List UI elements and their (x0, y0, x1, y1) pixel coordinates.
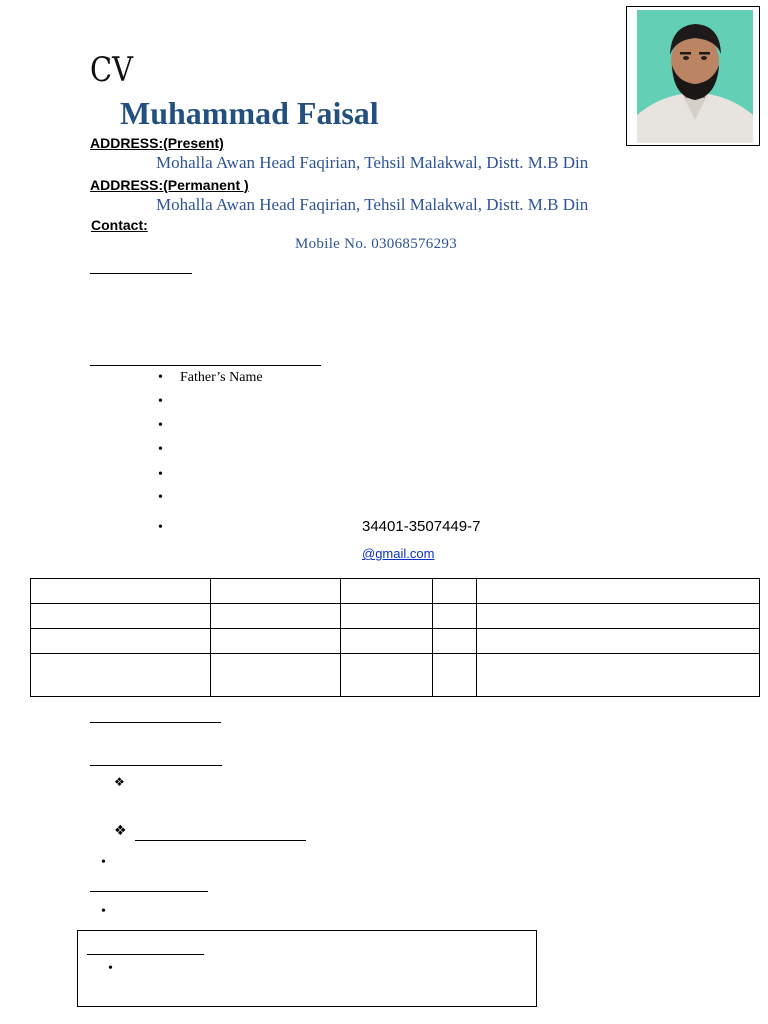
diamond-bullet-icon: ❖ (114, 823, 127, 839)
table-cell (341, 604, 433, 629)
list-item (150, 416, 550, 436)
table-row (31, 579, 760, 604)
cv-title: CV (90, 50, 133, 90)
table-row (31, 629, 760, 654)
address-present-label: ADDRESS:(Present) (90, 135, 224, 151)
section-heading-rule (90, 365, 321, 366)
section-heading-rule (135, 840, 306, 841)
table-cell (31, 629, 211, 654)
section-heading-rule (90, 273, 192, 274)
section-heading-rule (90, 765, 222, 766)
table-cell (433, 629, 477, 654)
table-cell (433, 604, 477, 629)
table-cell (211, 629, 341, 654)
mobile-number: Mobile No. 03068576293 (295, 236, 458, 252)
table-row (31, 654, 760, 697)
person-portrait-icon (637, 10, 753, 143)
email-link[interactable]: @gmail.com (362, 546, 435, 561)
bullet-icon: • (158, 418, 163, 433)
bullet-icon: • (158, 520, 163, 535)
profile-photo-frame (626, 6, 760, 146)
address-permanent-value: Mohalla Awan Head Faqirian, Tehsil Malakwal, Distt. M.B Din (156, 195, 589, 214)
address-present-value: Mohalla Awan Head Faqirian, Tehsil Malakwal, Distt. M.B Din (156, 153, 589, 172)
section-heading-rule (90, 722, 221, 723)
table-cell (211, 579, 341, 604)
bullet-icon: • (101, 855, 106, 870)
cnic-number: 34401-3507449-7 (362, 518, 481, 535)
table-cell (341, 629, 433, 654)
list-item (150, 440, 550, 460)
list-item (150, 465, 550, 485)
table-cell (211, 604, 341, 629)
bottom-section-box (77, 930, 537, 1007)
table-cell (31, 604, 211, 629)
table-row (31, 604, 760, 629)
section-heading-rule (87, 954, 204, 955)
list-item (150, 392, 550, 412)
list-item (150, 488, 550, 508)
list-item-label: Father’s Name (180, 370, 263, 385)
bullet-icon: • (108, 961, 113, 976)
table-cell (477, 579, 760, 604)
list-item (150, 368, 550, 388)
table-cell (433, 654, 477, 697)
profile-photo (637, 10, 753, 143)
section-heading-rule (90, 891, 208, 892)
list-item (150, 518, 550, 538)
table-cell (477, 604, 760, 629)
table-cell (477, 654, 760, 697)
bullet-icon: • (158, 467, 163, 482)
table-cell (477, 629, 760, 654)
candidate-name: Muhammad Faisal (120, 95, 379, 131)
diamond-bullet-icon: ❖ (114, 775, 125, 789)
education-table (30, 578, 760, 697)
bullet-icon: • (158, 442, 163, 457)
table-cell (31, 654, 211, 697)
address-permanent-label: ADDRESS:(Permanent ) (90, 177, 249, 193)
table-cell (211, 654, 341, 697)
table-cell (341, 654, 433, 697)
bullet-icon: • (101, 904, 106, 919)
bullet-icon: • (158, 394, 163, 409)
contact-label: Contact: (91, 217, 148, 233)
bullet-icon: • (158, 370, 163, 385)
table-cell (341, 579, 433, 604)
table-cell (433, 579, 477, 604)
bullet-icon: • (158, 490, 163, 505)
table-cell (31, 579, 211, 604)
